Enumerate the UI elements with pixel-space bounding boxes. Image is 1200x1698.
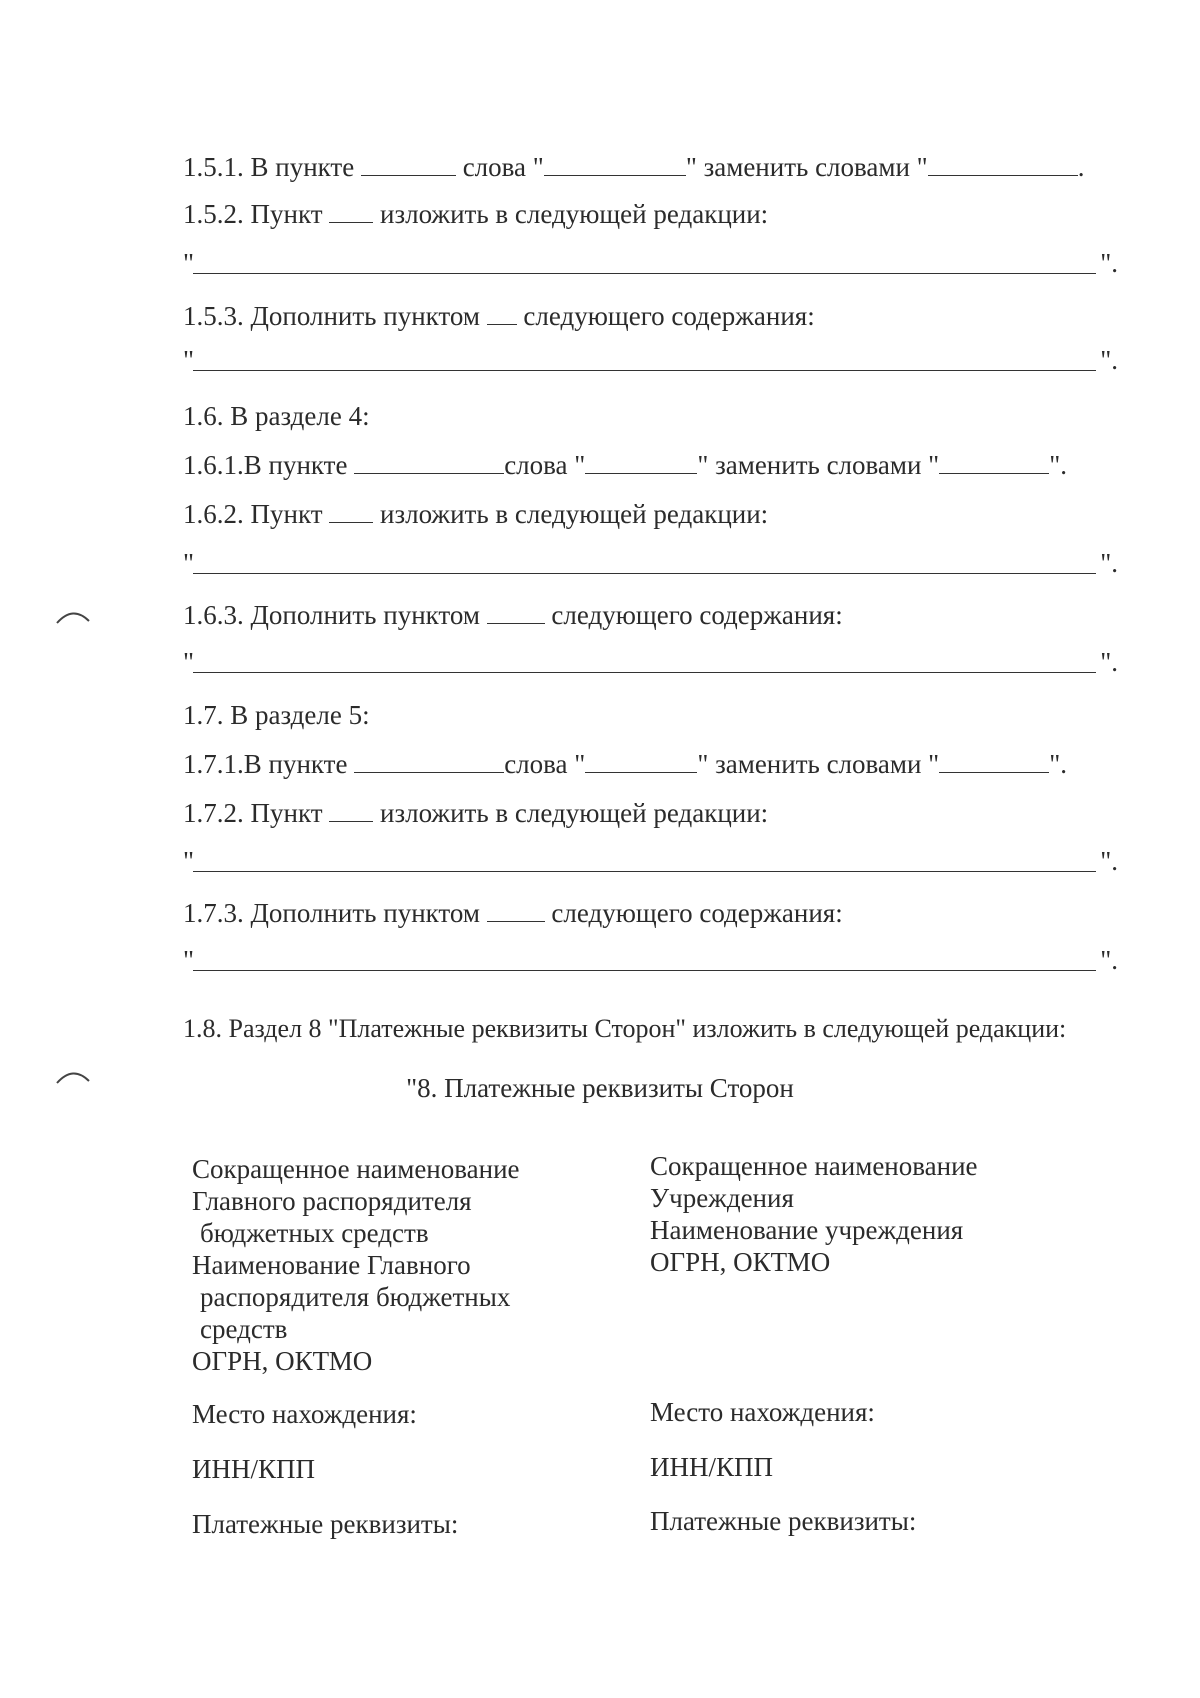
clause-text: 1.5.1. В пункте: [183, 152, 355, 182]
clause-1-8: 1.8. Раздел 8 "Платежные реквизиты Сторон" изложить в следующей редакции:: [183, 1014, 1067, 1043]
quote-mark: ": [183, 945, 195, 975]
right-payment-label: Платежные реквизиты:: [650, 1506, 917, 1536]
blank-field: [939, 748, 1049, 773]
quoted-fill-row: [183, 943, 1118, 977]
clause-text: " заменить словами ": [685, 152, 928, 182]
right-name-line: Наименование учреждения: [650, 1215, 964, 1245]
quoted-fill-row: [183, 246, 1118, 280]
blank-field: [329, 198, 373, 223]
fill-rule: [193, 970, 1096, 971]
clause-1-5-1: [183, 150, 1160, 184]
blank-field: [329, 797, 373, 822]
quoted-fill-row: [183, 645, 1118, 679]
left-name-line: Сокращенное наименование: [192, 1154, 520, 1184]
section-title: "8. Платежные реквизиты Сторон: [406, 1073, 794, 1103]
clause-1-5-3: [183, 299, 1160, 333]
blank-field: [939, 449, 1049, 474]
clause-text: 1.6.1.В пункте: [183, 450, 348, 480]
clause-text: изложить в следующей редакции:: [380, 798, 769, 828]
right-name-line: Сокращенное наименование: [650, 1151, 978, 1181]
quote-mark: ": [183, 647, 195, 677]
left-name-line: распорядителя бюджетных: [200, 1282, 511, 1312]
left-name-line: Главного распорядителя: [192, 1186, 472, 1216]
blank-field: [487, 897, 545, 922]
left-inn-label: ИНН/КПП: [192, 1454, 316, 1484]
blank-field: [544, 151, 686, 176]
clause-text: " заменить словами ": [697, 450, 940, 480]
clause-text: изложить в следующей редакции:: [380, 499, 769, 529]
right-party-details: [650, 1150, 978, 1278]
clause-1-5-2: [183, 197, 1160, 231]
quote-mark: ": [183, 248, 195, 278]
fill-rule: [193, 573, 1096, 574]
fill-rule: [193, 672, 1096, 673]
clause-text: слова ": [462, 152, 544, 182]
binder-hole-mark: [55, 607, 91, 625]
clause-text: ".: [1049, 749, 1067, 779]
left-name-line: средств: [200, 1314, 288, 1344]
clause-1-7: 1.7. В разделе 5:: [183, 700, 370, 730]
quote-mark: ".: [1100, 945, 1118, 975]
clause-text: 1.6.3. Дополнить пунктом: [183, 600, 480, 630]
left-ogrn-oktmo: ОГРН, ОКТМО: [192, 1346, 373, 1376]
fill-rule: [193, 370, 1096, 371]
blank-field: [361, 151, 456, 176]
blank-field: [487, 300, 517, 325]
clause-1-7-2: [183, 796, 1160, 830]
blank-field: [329, 498, 373, 523]
right-location-label: Место нахождения:: [650, 1397, 875, 1427]
clause-text: изложить в следующей редакции:: [380, 199, 769, 229]
clause-text: .: [1077, 152, 1085, 182]
clause-text: 1.7.3. Дополнить пунктом: [183, 898, 480, 928]
quote-mark: ": [183, 345, 195, 375]
clause-text: 1.5.2. Пункт: [183, 199, 323, 229]
clause-1-6-1: [183, 448, 1160, 482]
right-inn-label: ИНН/КПП: [650, 1452, 774, 1482]
quote-mark: ".: [1100, 548, 1118, 578]
clause-1-6: 1.6. В разделе 4:: [183, 401, 370, 431]
left-name-line: Наименование Главного: [192, 1250, 471, 1280]
blank-field: [928, 151, 1078, 176]
clause-text: 1.5.3. Дополнить пунктом: [183, 301, 480, 331]
quote-mark: ".: [1100, 846, 1118, 876]
quote-mark: ".: [1100, 248, 1118, 278]
clause-text: слова ": [504, 450, 586, 480]
clause-1-6-3: [183, 598, 1160, 632]
clause-text: 1.7.1.В пункте: [183, 749, 348, 779]
clause-text: " заменить словами ": [697, 749, 940, 779]
clause-text: следующего содержания:: [551, 600, 843, 630]
right-name-line: Учреждения: [650, 1183, 794, 1213]
blank-field: [585, 449, 697, 474]
blank-field: [354, 449, 504, 474]
clause-text: 1.6.2. Пункт: [183, 499, 323, 529]
clause-text: следующего содержания:: [523, 301, 815, 331]
blank-field: [487, 599, 545, 624]
clause-1-7-3: [183, 896, 1160, 930]
left-payment-label: Платежные реквизиты:: [192, 1509, 459, 1539]
clause-1-6-2: [183, 497, 1160, 531]
blank-field: [354, 748, 504, 773]
quote-mark: ": [183, 846, 195, 876]
clause-1-7-1: [183, 747, 1160, 781]
quote-mark: ".: [1100, 647, 1118, 677]
quote-mark: ".: [1100, 345, 1118, 375]
blank-field: [585, 748, 697, 773]
clause-text: 1.7.2. Пункт: [183, 798, 323, 828]
fill-rule: [193, 273, 1096, 274]
quoted-fill-row: [183, 546, 1118, 580]
left-party-details: [192, 1153, 520, 1377]
right-ogrn-oktmo: ОГРН, ОКТМО: [650, 1247, 831, 1277]
left-name-line: бюджетных средств: [200, 1218, 429, 1248]
clause-text: слова ": [504, 749, 586, 779]
clause-text: ".: [1049, 450, 1067, 480]
quote-mark: ": [183, 548, 195, 578]
clause-text: следующего содержания:: [551, 898, 843, 928]
fill-rule: [193, 871, 1096, 872]
left-location-label: Место нахождения:: [192, 1399, 417, 1429]
quoted-fill-row: [183, 844, 1118, 878]
quoted-fill-row: [183, 343, 1118, 377]
